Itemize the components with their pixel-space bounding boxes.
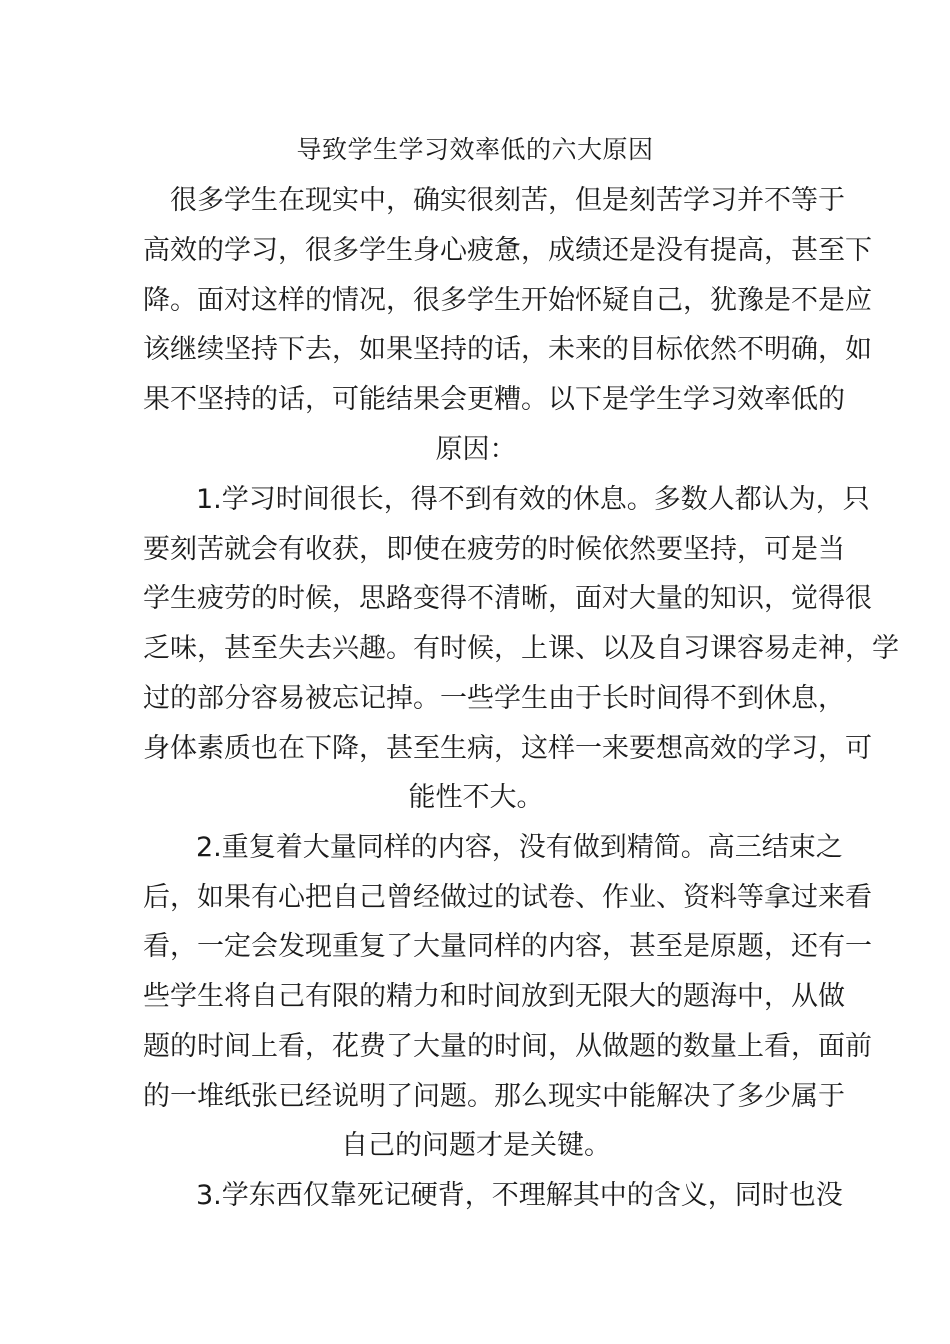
paragraph-line: 果不坚持的话，可能结果会更糟。以下是学生学习效率低的 <box>143 384 845 415</box>
paragraph-line: 看，一定会发现重复了大量同样的内容，甚至是原题，还有一 <box>143 931 872 962</box>
paragraph-line: 3.学东西仅靠死记硬背，不理解其中的含义，同时也没 <box>196 1180 843 1211</box>
paragraph-line: 题的时间上看，花费了大量的时间，从做题的数量上看，面前 <box>143 1031 872 1062</box>
paragraph-line: 身体素质也在下降，甚至生病，这样一来要想高效的学习，可 <box>143 733 872 764</box>
paragraph-line: 2.重复着大量同样的内容，没有做到精简。高三结束之 <box>196 832 843 863</box>
paragraph-line: 高效的学习，很多学生身心疲惫，成绩还是没有提高，甚至下 <box>143 235 872 266</box>
paragraph-line: 学生疲劳的时候，思路变得不清晰，面对大量的知识，觉得很 <box>143 583 872 614</box>
paragraph-line: 自己的问题才是关键。 <box>341 1130 611 1161</box>
paragraph-line: 能性不大。 <box>408 782 544 813</box>
paragraph-line: 的一堆纸张已经说明了问题。那么现实中能解决了多少属于 <box>143 1081 845 1112</box>
paragraph-line: 降。面对这样的情况，很多学生开始怀疑自己，犹豫是不是应 <box>143 285 872 316</box>
paragraph-line: 过的部分容易被忘记掉。一些学生由于长时间得不到休息， <box>143 683 845 714</box>
paragraph-line: 后，如果有心把自己曾经做过的试卷、作业、资料等拿过来看 <box>143 882 872 913</box>
paragraph-line: 该继续坚持下去，如果坚持的话，未来的目标依然不明确，如 <box>143 334 872 365</box>
paragraph-line: 1.学习时间很长，得不到有效的休息。多数人都认为，只 <box>196 484 870 515</box>
paragraph-line: 原因： <box>435 434 517 465</box>
paragraph-line: 些学生将自己有限的精力和时间放到无限大的题海中，从做 <box>143 981 845 1012</box>
paragraph-line: 很多学生在现实中，确实很刻苦，但是刻苦学习并不等于 <box>170 185 845 216</box>
document-title: 导致学生学习效率低的六大原因 <box>296 135 654 164</box>
paragraph-line: 乏味，甚至失去兴趣。有时候，上课、以及自习课容易走神，学 <box>143 633 899 664</box>
paragraph-line: 要刻苦就会有收获，即使在疲劳的时候依然要坚持，可是当 <box>143 534 845 565</box>
